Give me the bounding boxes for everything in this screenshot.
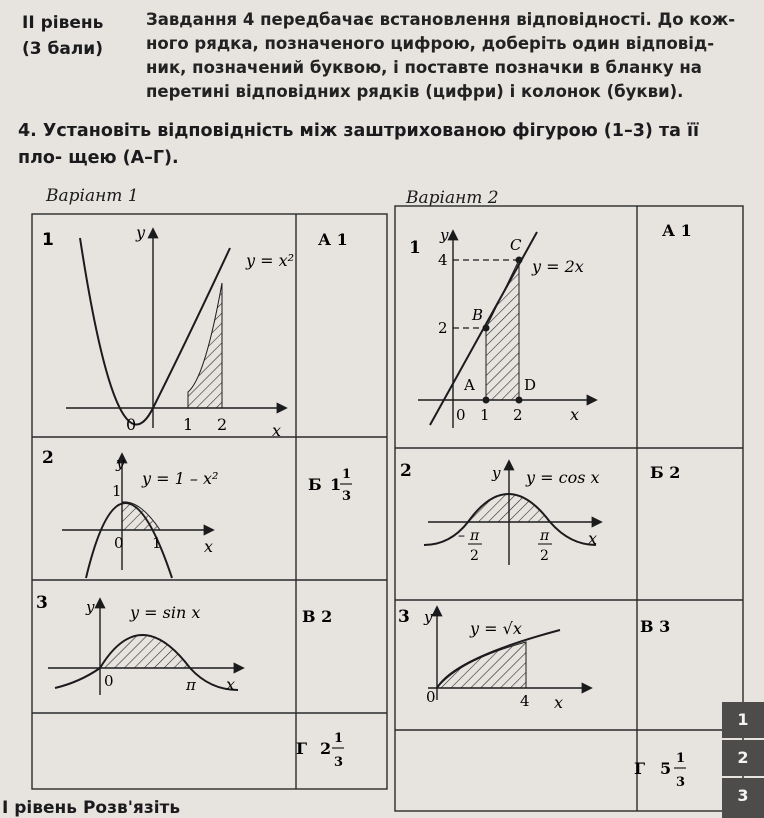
v1-row2-ytick: 1: [112, 482, 122, 500]
v1-row3-tick0: 0: [104, 672, 114, 690]
v1-row2-xaxis: x: [204, 537, 214, 556]
v1-row4-answer-num: 1: [334, 731, 344, 746]
v1-row1-yaxis: y: [136, 223, 146, 242]
v1-row1-num: 1: [42, 230, 54, 250]
v2-row1-yaxis: y: [440, 226, 449, 244]
v1-row3-answer: В 2: [302, 607, 333, 626]
v2-row2-num: 2: [400, 461, 412, 481]
variant2-title: Варіант 2: [406, 188, 499, 208]
v1-row3-formula: y = sin x: [130, 603, 201, 622]
v2-row1-num: 1: [409, 238, 421, 258]
footer-level: І рівень Розв'язіть: [2, 798, 181, 818]
v1-row2-answer-whole: 1: [330, 475, 342, 494]
v2-row1-formula: y = 2x: [532, 257, 584, 276]
v2-point-c: C: [510, 236, 522, 254]
v1-row3-yaxis: y: [86, 598, 95, 616]
v2-row2-minus: –: [458, 528, 465, 544]
v2-row2-answer: Б 2: [650, 463, 681, 482]
v2-row1-tick0: 0: [456, 406, 466, 424]
v1-row1-answer: А 1: [318, 230, 348, 249]
v2-row3-tick0: 0: [426, 688, 436, 706]
v2-row1-tick1: 1: [480, 406, 490, 424]
v2-row2-xaxis: x: [588, 529, 598, 548]
v1-row3-num: 3: [36, 593, 48, 613]
v2-point-d: D: [524, 376, 537, 394]
v2-row2-tick-two-right: 2: [540, 548, 549, 564]
variant1-grid: [32, 214, 387, 789]
v2-row3-tick4: 4: [520, 692, 530, 710]
v2-point-a: A: [464, 376, 475, 394]
v1-row2-answer-num: 1: [342, 467, 352, 482]
v1-row1-xaxis: x: [272, 421, 282, 440]
v1-row2-tick1: 1: [152, 534, 162, 552]
v1-row2-answer-letter: Б: [308, 475, 322, 494]
v2-row2-tick-two-left: 2: [470, 548, 479, 564]
variant1-title: Варіант 1: [46, 186, 139, 206]
v2-row3-xaxis: x: [554, 693, 564, 712]
task-number: 4.: [18, 121, 37, 141]
v1-row3-xaxis: x: [226, 675, 236, 694]
v1-row1-tick2: 2: [217, 415, 228, 434]
v1-row2-yaxis: y: [116, 454, 125, 472]
v2-row2-formula: y = cos x: [526, 468, 600, 487]
v2-row1-ytick2: 2: [438, 319, 448, 337]
v2-row3-formula: y = √x: [470, 619, 522, 638]
v2-point-b: B: [472, 306, 484, 324]
v1-row1-tick0: 0: [126, 415, 137, 434]
v1-row3-tick1: π: [186, 676, 196, 694]
v2-row1-xaxis: x: [570, 405, 580, 424]
v2-row3-num: 3: [398, 607, 410, 627]
v1-row2-answer-den: 3: [342, 489, 352, 504]
task-text: Установіть відповідність між заштрихованою фігурою (1–3) та її пло- щею (А–Г).: [18, 121, 700, 168]
v1-row2-formula: y = 1 – x²: [142, 469, 219, 488]
v2-row3-yaxis: y: [424, 608, 433, 626]
side-box-3: 3: [722, 778, 764, 818]
v2-row2-tick-pi-right: π: [540, 528, 550, 544]
v2-row4-answer-den: 3: [676, 775, 686, 790]
v1-row1-tick1: 1: [183, 415, 194, 434]
level-points: (3 бали): [22, 39, 103, 59]
v1-row4-answer-letter: Г: [296, 739, 308, 758]
v2-row2-tick-pi-left: π: [470, 528, 480, 544]
v1-row2-tick0: 0: [114, 534, 124, 552]
v2-row4-answer-letter: Г: [634, 759, 646, 778]
v1-row4-answer-whole: 2: [320, 739, 332, 758]
side-box-1: 1: [722, 702, 764, 738]
v2-row4-answer-num: 1: [676, 751, 686, 766]
v2-row3-answer: В 3: [640, 617, 671, 636]
v2-row4-answer-whole: 5: [660, 759, 672, 778]
side-box-2: 2: [722, 740, 764, 776]
v2-row1-tick2: 2: [513, 406, 523, 424]
v2-row1-answer: А 1: [662, 221, 692, 240]
v2-row1-ytick4: 4: [438, 251, 448, 269]
level-name: ІІ рівень: [22, 13, 104, 33]
v1-row1-formula: y = x²: [246, 251, 295, 270]
v2-row2-yaxis: y: [492, 464, 501, 482]
variant2-grid: [395, 206, 743, 811]
v1-row2-num: 2: [42, 448, 54, 468]
v1-row4-answer-den: 3: [334, 755, 344, 770]
instructions-text: Завдання 4 передбачає встановлення відповідності. До кож- ного рядка, позначеного цифрою, доберіть один відповід- ник, позначений буквою, і поставте позначки в бланку на перетині відповідних рядків (цифри) і колонок (букви).: [146, 10, 736, 101]
